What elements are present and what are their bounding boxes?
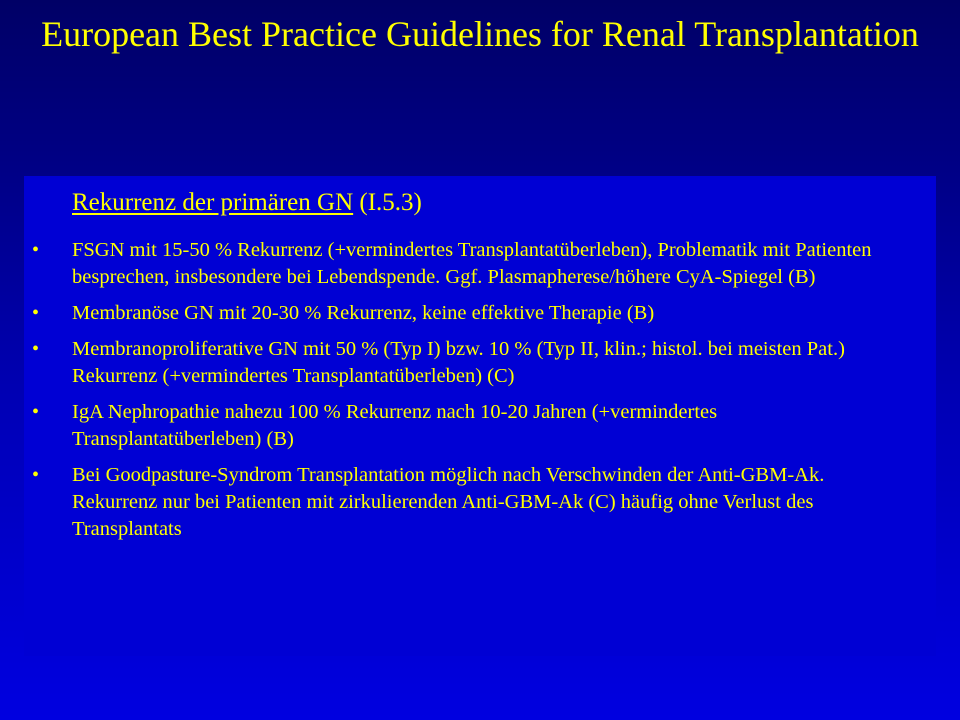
bullet-icon: •: [32, 401, 40, 423]
bullet-icon: •: [32, 338, 40, 360]
bullet-text: Membranoproliferative GN mit 50 % (Typ I) bzw. 10 % (Typ II, klin.; histol. bei meisten Pat.) Rekurrenz (+vermindertes Transplantatüberleben) (C): [72, 338, 845, 387]
section-heading: [72, 186, 422, 220]
slide-title: European Best Practice Guidelines for Renal Transplantation: [41, 14, 919, 54]
section-heading-text: Rekurrenz der primären GN: [72, 189, 354, 216]
section-reference: (I.5.3): [353, 189, 422, 216]
bullet-item-membranous: [30, 300, 900, 327]
bullet-text: IgA Nephropathie nahezu 100 % Rekurrenz nach 10-20 Jahren (+vermindertes Transplantatüberleben) (B): [72, 401, 718, 450]
bullet-item-goodpasture: [30, 462, 900, 543]
bullet-item-fsgn: [30, 237, 900, 291]
bullet-text: Bei Goodpasture-Syndrom Transplantation möglich nach Verschwinden der Anti-GBM-Ak. Rekurrenz nur bei Patienten mit zirkulierenden Anti-GBM-Ak (C) häufig ohne Verlust des Transplantats: [72, 464, 825, 540]
bullet-icon: •: [32, 239, 40, 261]
bullet-item-mpgn: [30, 336, 900, 390]
bullet-item-iga: [30, 399, 900, 453]
bullet-list: [30, 237, 900, 552]
bullet-text: FSGN mit 15-50 % Rekurrenz (+vermindertes Transplantatüberleben), Problematik mit Patienten besprechen, insbesondere bei Lebendspende. Ggf. Plasmapherese/höhere CyA-Spiegel (B): [72, 239, 872, 288]
bullet-icon: •: [32, 464, 40, 486]
bullet-icon: •: [32, 302, 40, 324]
bullet-text: Membranöse GN mit 20-30 % Rekurrenz, keine effektive Therapie (B): [72, 302, 655, 324]
